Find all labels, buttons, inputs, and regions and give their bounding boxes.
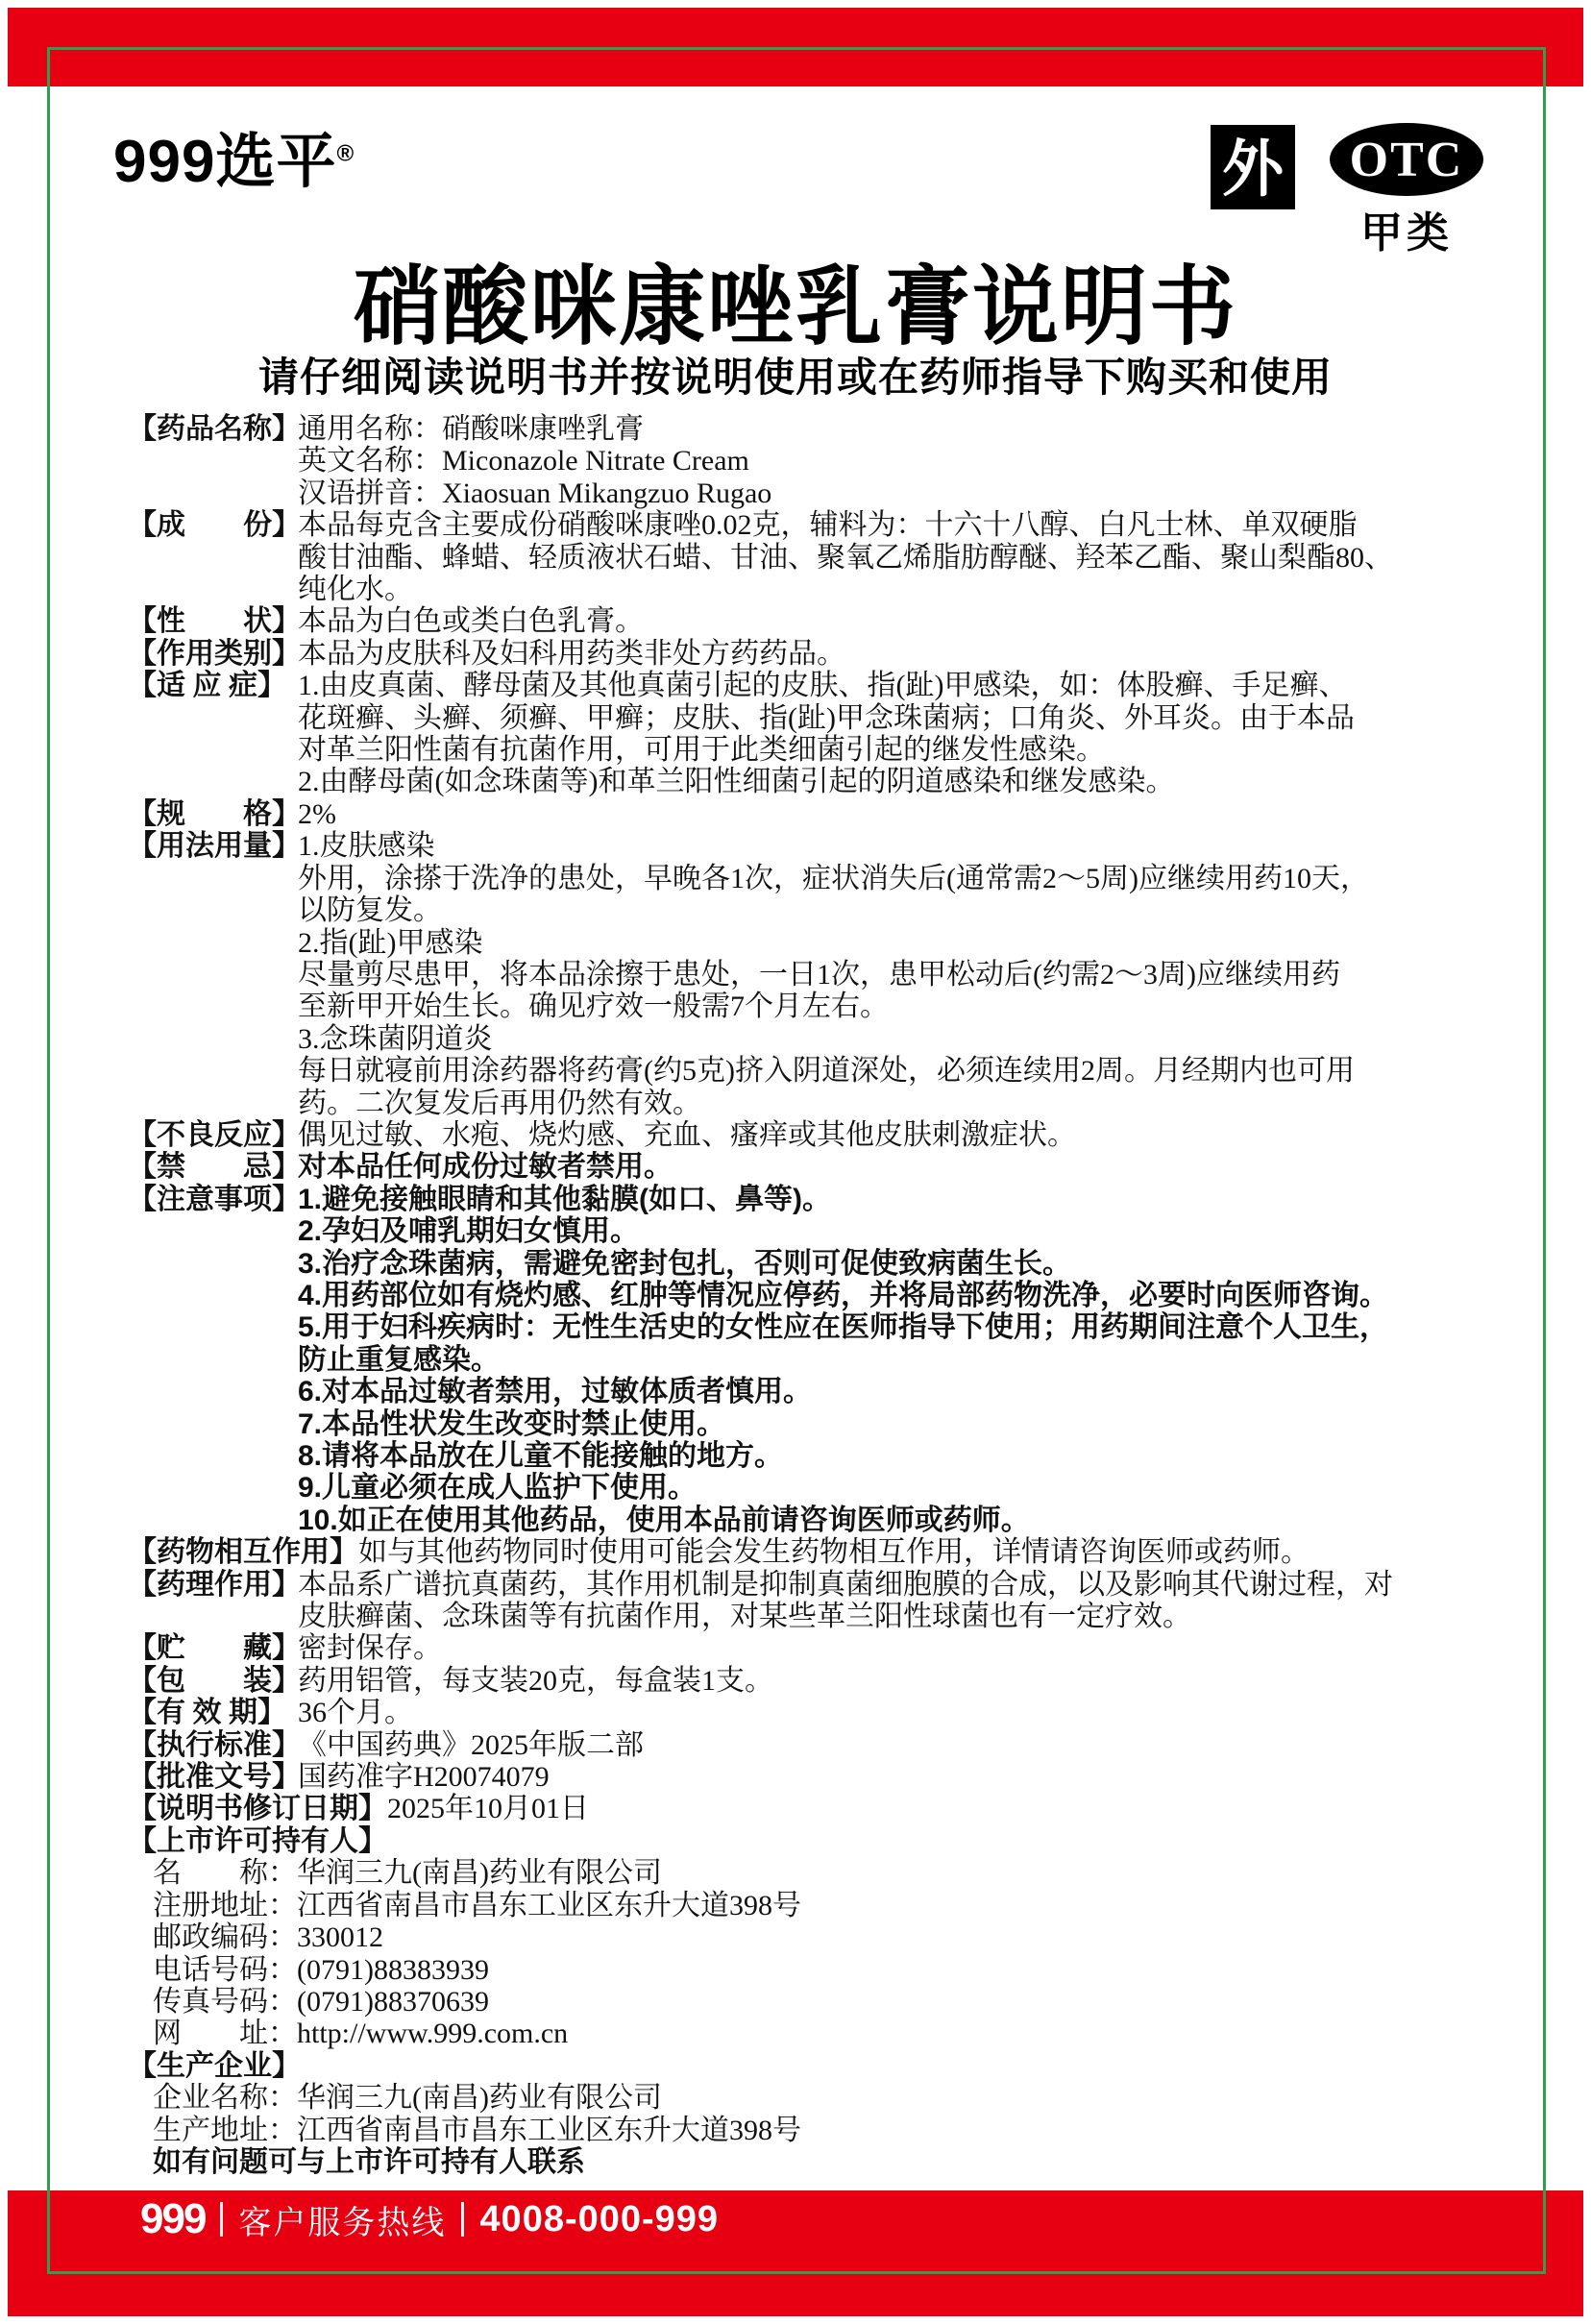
section-line: 8.请将本品放在儿童不能接触的地方。 <box>298 1440 784 1472</box>
section-row <box>128 638 1482 670</box>
section-row <box>128 509 1482 605</box>
section-line: 3.念珠菌阴道炎 <box>298 1022 493 1055</box>
section-line: 2.孕妇及哺乳期妇女慎用。 <box>298 1215 640 1248</box>
section-line: 如有问题可与上市许可持有人联系 <box>153 2145 585 2178</box>
section-line: 企业名称：华润三九(南昌)药业有限公司 <box>153 2082 662 2115</box>
section-line: 尽量剪尽患甲，将本品涂擦于患处，一日1次，患甲松动后(约需2～3周)应继续用药 <box>298 958 1340 991</box>
section-line: 电话号码：(0791)88383939 <box>153 1953 489 1986</box>
section-row <box>128 1825 1482 1857</box>
section-line: 4.用药部位如有烧灼感、红肿等情况应停药，并将局部药物洗净，必要时向医师咨询。 <box>298 1279 1389 1311</box>
section-content <box>153 2082 1482 2178</box>
section-label: 【生产企业】 <box>128 2049 301 2082</box>
section-content <box>298 670 1482 798</box>
section-line: 对本品任何成份过敏者禁用。 <box>298 1151 673 1184</box>
section-line: 邮政编码：330012 <box>153 1921 383 1954</box>
section-content <box>358 1536 1482 1568</box>
otc-badge: OTC <box>1330 123 1483 196</box>
section-line: 国药准字H20074079 <box>298 1761 550 1794</box>
section-row <box>128 1857 1482 2049</box>
section-line: 酸甘油酯、蜂蜡、轻质液状石蜡、甘油、聚氧乙烯脂肪醇醚、羟苯乙酯、聚山梨酯80、 <box>298 541 1393 574</box>
section-content <box>387 1793 1482 1824</box>
section-row <box>128 1569 1482 1633</box>
brand-logo-text: 999选平 <box>113 129 337 195</box>
section-label: 【贮 藏】 <box>128 1632 301 1665</box>
section-line: 网 址：http://www.999.com.cn <box>153 2018 569 2050</box>
section-label: 【性 状】 <box>128 605 301 638</box>
section-label: 【规 格】 <box>128 797 301 830</box>
section-row <box>128 1729 1482 1761</box>
section-line: 2.指(趾)甲感染 <box>298 926 483 959</box>
section-line: 英文名称：Miconazole Nitrate Cream <box>298 445 749 477</box>
section-line: 外用，涂搽于洗净的患处，早晚各1次，症状消失后(通常需2～5周)应继续用药10天， <box>298 862 1369 894</box>
section-line: 2025年10月01日 <box>387 1793 589 1825</box>
section-content <box>298 509 1482 605</box>
footer-divider-icon <box>220 2202 223 2237</box>
section-row <box>128 1697 1482 1728</box>
section-line: 5.用于妇科疾病时：无性生活史的女性应在医师指导下使用；用药期间注意个人卫生， <box>298 1311 1389 1344</box>
section-content <box>298 605 1482 637</box>
footer-hotline-label: 客户服务热线 <box>238 2204 447 2241</box>
section-line: 通用名称：硝酸咪康唑乳膏 <box>298 413 644 445</box>
section-line: 防止重复感染。 <box>298 1343 500 1376</box>
section-label: 【注意事项】 <box>128 1183 301 1215</box>
brand-logo <box>113 113 355 199</box>
section-line: 皮肤癣菌、念珠菌等有抗菌作用，对某些革兰阳性球菌也有一定疗效。 <box>298 1601 1191 1633</box>
section-row <box>128 2082 1482 2178</box>
section-content <box>298 1665 1482 1697</box>
section-label: 【执行标准】 <box>128 1728 301 1761</box>
registered-trademark-icon: ® <box>336 140 355 167</box>
section-content <box>153 1857 1482 2049</box>
section-label: 【药物相互作用】 <box>128 1536 358 1569</box>
footer-divider-icon <box>461 2202 464 2237</box>
section-line: 本品为皮肤科及妇科用药类非处方药药品。 <box>298 637 845 670</box>
section-line: 3.治疗念珠菌病，需避免密封包扎，否则可促使致病菌生长。 <box>298 1247 1072 1280</box>
section-row <box>128 1119 1482 1151</box>
section-line: 1.由皮真菌、酵母菌及其他真菌引起的皮肤、指(趾)甲感染，如：体股癣、手足癣、 <box>298 670 1348 702</box>
section-row <box>128 2050 1482 2082</box>
section-line: 1.避免接触眼睛和其他黏膜(如口、鼻等)。 <box>298 1183 831 1215</box>
section-content <box>298 413 1482 509</box>
section-label: 【包 装】 <box>128 1664 301 1697</box>
section-label: 【上市许可持有人】 <box>128 1824 387 1857</box>
section-line: 药用铝管，每支装20克，每盒装1支。 <box>298 1664 773 1697</box>
section-content <box>298 638 1482 670</box>
section-line: 注册地址：江西省南昌市昌东工业区东升大道398号 <box>153 1889 801 1921</box>
section-content <box>298 1184 1482 1536</box>
section-line: 传真号码：(0791)88370639 <box>153 1985 489 2018</box>
section-line: 以防复发。 <box>298 894 442 927</box>
section-row <box>128 1665 1482 1697</box>
section-line: 本品为白色或类白色乳膏。 <box>298 605 644 638</box>
section-label: 【批准文号】 <box>128 1761 301 1794</box>
section-line: 本品系广谱抗真菌药，其作用机制是抑制真菌细胞膜的合成，以及影响其代谢过程，对 <box>298 1568 1393 1601</box>
section-line: 花斑癣、头癣、须癣、甲癣；皮肤、指(趾)甲念珠菌病；口角炎、外耳炎。由于本品 <box>298 701 1355 734</box>
body-sections <box>128 413 1482 2178</box>
section-line: 对革兰阳性菌有抗菌作用，可用于此类细菌引起的继发性感染。 <box>298 734 1105 767</box>
section-label: 【禁 忌】 <box>128 1151 301 1184</box>
section-line: 至新甲开始生长。确见疗效一般需7个月左右。 <box>298 991 889 1023</box>
section-row <box>128 830 1482 1119</box>
footer-hotline-number: 4008-000-999 <box>479 2198 720 2239</box>
section-content <box>298 1632 1482 1664</box>
section-label: 【有 效 期】 <box>128 1697 286 1729</box>
section-row <box>128 1632 1482 1664</box>
section-content <box>298 1119 1482 1151</box>
footer-brand-logo: 999 <box>140 2195 206 2242</box>
section-row <box>128 1151 1482 1183</box>
section-label: 【说明书修订日期】 <box>128 1793 387 1825</box>
section-line: 《中国药典》2025年版二部 <box>298 1728 644 1761</box>
section-line: 9.儿童必须在成人监护下使用。 <box>298 1472 698 1504</box>
section-row <box>128 1793 1482 1824</box>
section-content <box>298 1729 1482 1761</box>
otc-class-label: 甲类 <box>1360 209 1453 257</box>
section-content <box>298 798 1482 830</box>
section-line: 1.皮肤感染 <box>298 830 435 863</box>
external-use-badge: 外 <box>1211 125 1295 209</box>
section-row <box>128 1536 1482 1568</box>
page-subtitle: 请仔细阅读说明书并按说明使用或在药师指导下购买和使用 <box>257 355 1333 400</box>
section-row <box>128 798 1482 830</box>
section-label: 【药品名称】 <box>128 413 301 445</box>
section-line: 药。二次复发后再用仍然有效。 <box>298 1087 701 1119</box>
footer-hotline-bar <box>140 2195 720 2242</box>
section-content <box>298 1761 1482 1793</box>
section-row <box>128 413 1482 509</box>
section-line: 偶见过敏、水疱、烧灼感、充血、瘙痒或其他皮肤刺激症状。 <box>298 1118 1076 1151</box>
section-line: 6.对本品过敏者禁用，过敏体质者慎用。 <box>298 1376 813 1408</box>
section-row <box>128 1761 1482 1793</box>
section-line: 名 称：华润三九(南昌)药业有限公司 <box>153 1857 662 1890</box>
section-row <box>128 605 1482 637</box>
section-line: 密封保存。 <box>298 1632 442 1665</box>
section-content <box>298 830 1482 1119</box>
section-line: 2% <box>298 797 336 830</box>
section-row <box>128 1184 1482 1536</box>
section-label: 【用法用量】 <box>128 830 301 863</box>
section-line: 每日就寝前用涂药器将药膏(约5克)挤入阴道深处，必须连续用2周。月经期内也可用 <box>298 1055 1355 1088</box>
section-label: 【作用类别】 <box>128 637 301 670</box>
section-line: 生产地址：江西省南昌市昌东工业区东升大道398号 <box>153 2114 801 2146</box>
page-title: 硝酸咪康唑乳膏说明书 <box>354 260 1237 355</box>
top-red-band <box>8 8 1583 86</box>
section-line: 7.本品性状发生改变时禁止使用。 <box>298 1407 726 1440</box>
section-line: 36个月。 <box>298 1697 413 1729</box>
section-line: 2.由酵母菌(如念珠菌等)和革兰阳性细菌引起的阴道感染和继发感染。 <box>298 766 1175 798</box>
section-line: 汉语拼音：Xiaosuan Mikangzuo Rugao <box>298 477 772 509</box>
section-label: 【成 份】 <box>128 509 301 542</box>
section-line: 10.如正在使用其他药品，使用本品前请咨询医师或药师。 <box>298 1504 1030 1536</box>
section-line: 纯化水。 <box>298 574 413 606</box>
section-content <box>298 1151 1482 1183</box>
section-row <box>128 670 1482 798</box>
section-content <box>298 1569 1482 1633</box>
section-content <box>298 1697 1482 1728</box>
section-label: 【不良反应】 <box>128 1118 301 1151</box>
section-line: 如与其他药物同时使用可能会发生药物相互作用，详情请咨询医师或药师。 <box>358 1536 1310 1569</box>
section-label: 【适 应 症】 <box>128 670 286 702</box>
section-label: 【药理作用】 <box>128 1568 301 1601</box>
section-line: 本品每克含主要成份硝酸咪康唑0.02克，辅料为：十六十八醇、白凡士林、单双硬脂 <box>298 509 1358 542</box>
